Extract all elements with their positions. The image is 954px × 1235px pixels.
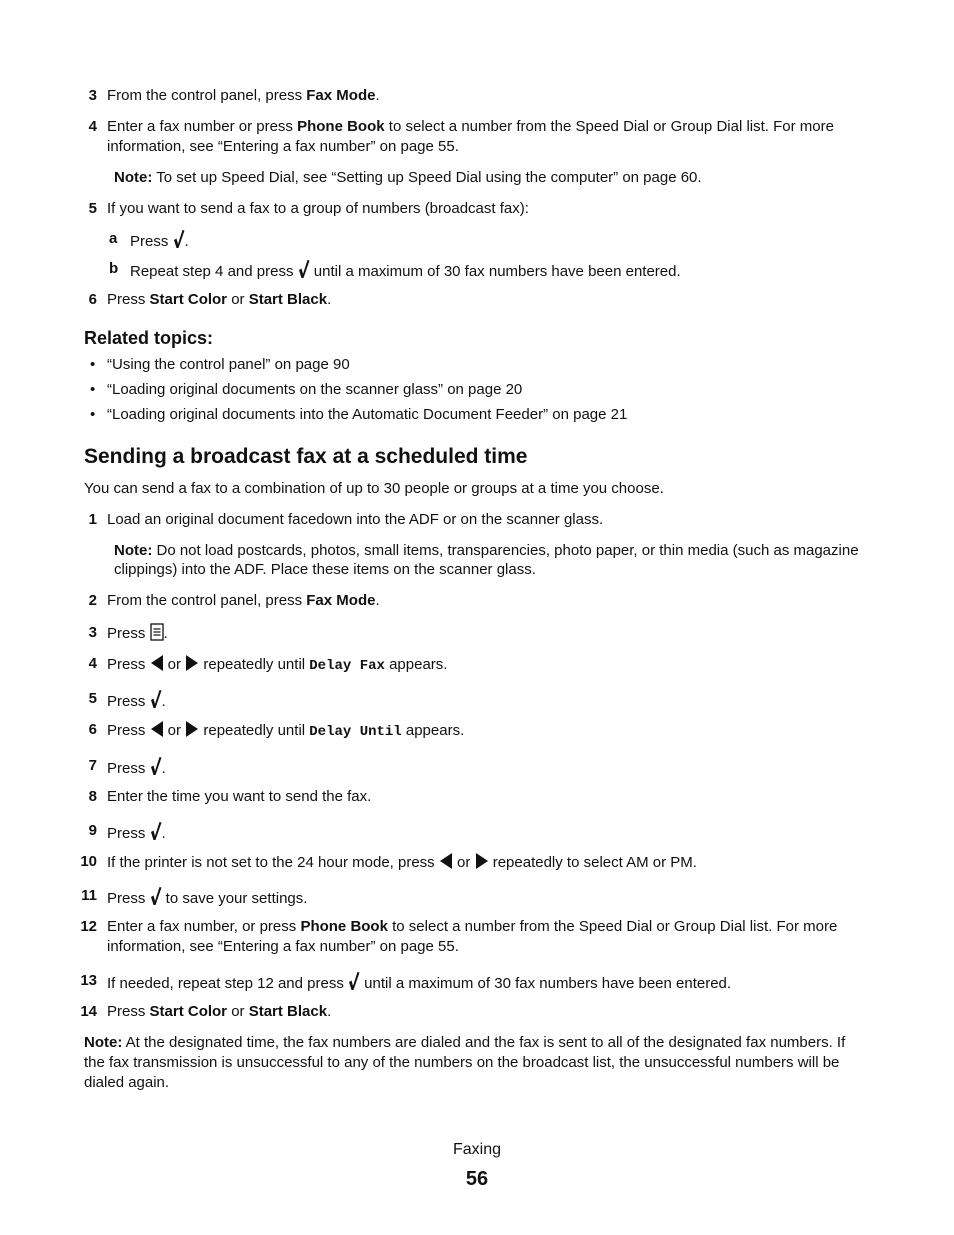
left-arrow-icon [439, 852, 453, 876]
step-number: 3 [88, 624, 97, 641]
step-number: 7 [88, 757, 97, 774]
step-text: If the printer is not set to the 24 hour mode, press or repeatedly to select AM or PM. [107, 852, 697, 876]
substep-letter: b [109, 260, 119, 277]
step-text: Load an original document facedown into the ADF or on the scanner glass. [107, 511, 604, 528]
step-text: From the control panel, press Fax Mode. [107, 87, 380, 104]
step-text: Press Start Color or Start Black. [107, 291, 332, 308]
step-text: Press or repeatedly until Delay Fax appears. [107, 654, 447, 678]
related-link[interactable]: “Loading original documents into the Automatic Document Feeder” on page 21 [107, 406, 628, 423]
step-number: 2 [88, 592, 97, 609]
related-link[interactable]: “Using the control panel” on page 90 [107, 356, 350, 373]
checkmark-icon [173, 229, 185, 255]
step-number: 13 [80, 972, 97, 989]
note-speed-dial: Note: To set up Speed Dial, see “Setting up Speed Dial using the computer” on page 60. [114, 169, 702, 186]
substep-text: Press . [130, 229, 189, 255]
checkmark-icon [150, 756, 162, 782]
step-text: If you want to send a fax to a group of numbers (broadcast fax): [107, 200, 529, 217]
step-number: 12 [80, 918, 97, 935]
step-text: Press or repeatedly until Delay Until appears. [107, 720, 464, 744]
checkmark-icon [150, 689, 162, 715]
checkmark-icon [348, 971, 360, 997]
left-arrow-icon [150, 720, 164, 744]
substep-text: Repeat step 4 and press until a maximum of 30 fax numbers have been entered. [130, 259, 681, 285]
step-text: Enter a fax number, or press Phone Book to select a number from the Speed Dial or Group Dial list. For more [107, 918, 838, 935]
note-adf-line2: clippings) into the ADF. Place these items on the scanner glass. [114, 561, 536, 578]
bullet-icon: • [90, 381, 96, 398]
step-text: Press . [107, 623, 168, 647]
step-number: 3 [88, 87, 97, 104]
step-text: Enter a fax number or press Phone Book to select a number from the Speed Dial or Group Dial list. For more [107, 118, 834, 135]
note-designated-time: Note: At the designated time, the fax numbers are dialed and the fax is sent to all of the designated fax numbers. If [84, 1034, 846, 1051]
right-arrow-icon [185, 654, 199, 678]
checkmark-icon [298, 259, 310, 285]
step-text: If needed, repeat step 12 and press until a maximum of 30 fax numbers have been entered. [107, 971, 731, 997]
step-number: 5 [88, 690, 97, 707]
step-number: 4 [88, 118, 97, 135]
step-number: 9 [88, 822, 97, 839]
footer-chapter: Faxing [452, 1141, 502, 1158]
note-adf: Note: Do not load postcards, photos, small items, transparencies, photo paper, or thin media (such as magazine [114, 542, 859, 559]
bullet-icon: • [90, 406, 96, 423]
right-arrow-icon [475, 852, 489, 876]
step-text: Press to save your settings. [107, 886, 307, 912]
step-number: 4 [88, 655, 97, 672]
section-intro: You can send a fax to a combination of up to 30 people or groups at a time you choose. [84, 480, 664, 497]
step-text: Press Start Color or Start Black. [107, 1003, 332, 1020]
step-number: 8 [88, 788, 97, 805]
related-link[interactable]: “Loading original documents on the scanner glass” on page 20 [107, 381, 523, 398]
step-number: 6 [88, 721, 97, 738]
page-number: 56 [465, 1168, 489, 1190]
substep-letter: a [109, 230, 118, 247]
step-number: 6 [88, 291, 97, 308]
step-text-line2: information, see “Entering a fax number” on page 55. [107, 138, 459, 155]
step-text: Press . [107, 689, 166, 715]
step-number: 5 [88, 200, 97, 217]
section-heading: Sending a broadcast fax at a scheduled time [84, 445, 528, 468]
right-arrow-icon [185, 720, 199, 744]
step-text: Enter the time you want to send the fax. [107, 788, 372, 805]
step-number: 1 [88, 511, 97, 528]
step-number: 10 [80, 853, 97, 870]
step-text: Press . [107, 821, 166, 847]
note-line3: dialed again. [84, 1074, 170, 1091]
step-text-line2: information, see “Entering a fax number” on page 55. [107, 938, 459, 955]
left-arrow-icon [150, 654, 164, 678]
checkmark-icon [150, 821, 162, 847]
related-topics-heading: Related topics: [84, 328, 214, 348]
step-text: From the control panel, press Fax Mode. [107, 592, 380, 609]
note-line2: the fax transmission is unsuccessful to any of the numbers on the broadcast list, the unsuccessful numbers will be [84, 1054, 840, 1071]
step-text: Press . [107, 756, 166, 782]
checkmark-icon [150, 886, 162, 912]
step-number: 11 [81, 887, 97, 904]
step-number: 14 [80, 1003, 97, 1020]
menu-icon [150, 623, 164, 647]
bullet-icon: • [90, 356, 96, 373]
